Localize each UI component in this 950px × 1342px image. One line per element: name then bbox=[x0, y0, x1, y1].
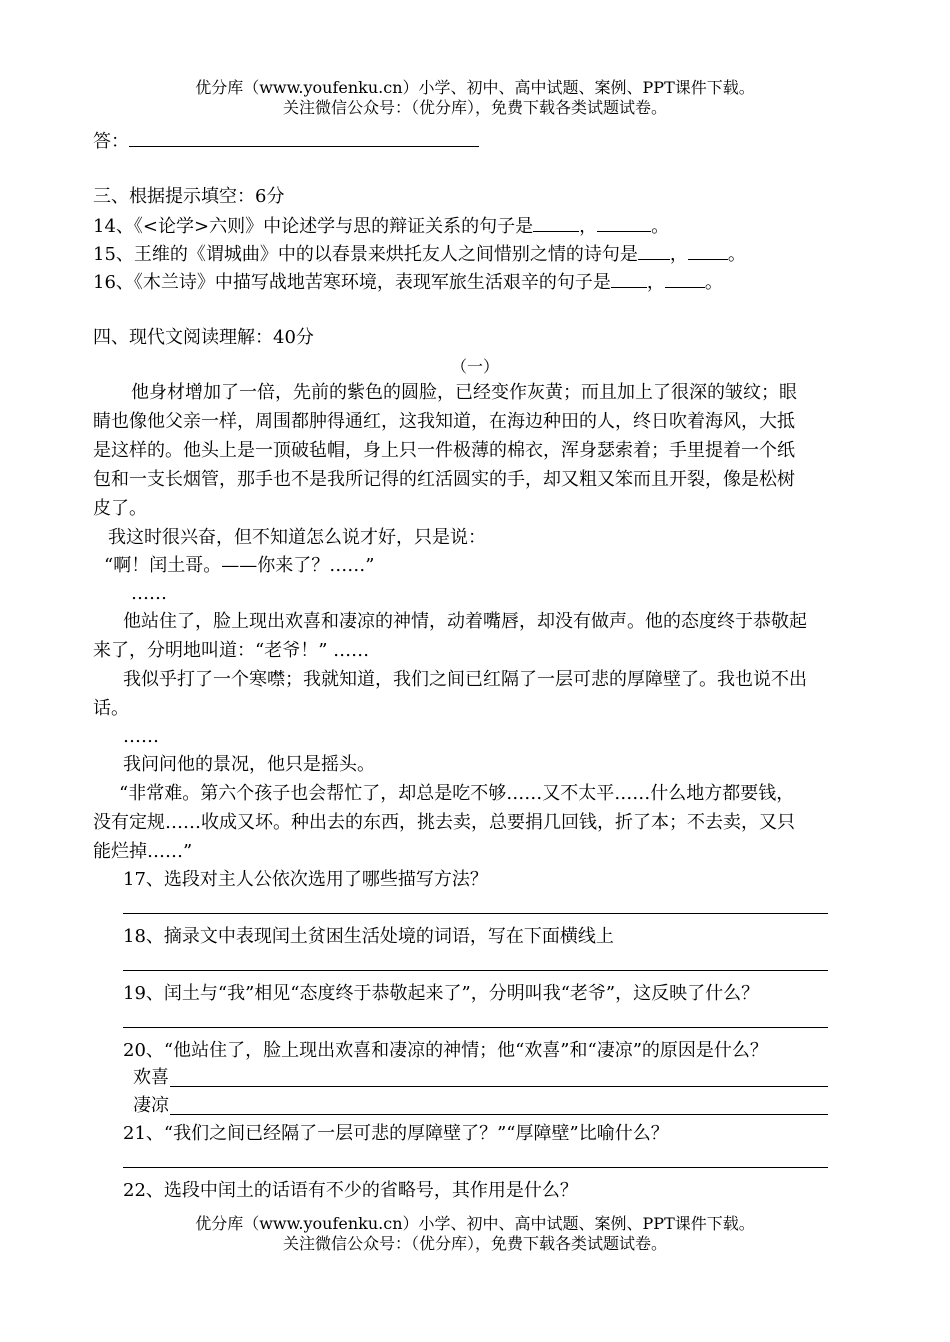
separator: ， bbox=[646, 272, 665, 293]
passage-line: 没有定规……收成又坏。种出去的东西，挑去卖，总要捐几回钱，折了本；不去卖，又只 bbox=[93, 812, 795, 833]
answer-line bbox=[170, 1114, 828, 1115]
answer-line bbox=[123, 970, 828, 971]
passage-line: 是这样的。他头上是一顶破毡帽，身上只一件极薄的棉衣，浑身瑟索着；手里提着一个纸 bbox=[93, 440, 795, 461]
passage-line: 能烂掉……” bbox=[93, 841, 193, 862]
question-15-text: 15、王维的《谓城曲》中的以春景来烘托友人之间惜别之情的诗句是 bbox=[93, 244, 638, 265]
ellipsis-line: …… bbox=[123, 726, 159, 747]
ellipsis-line: …… bbox=[131, 583, 167, 604]
q20-joy-label: 欢喜 bbox=[133, 1067, 169, 1088]
header-line-2: 关注微信公众号：（优分库），免费下载各类试题试卷。 bbox=[282, 98, 667, 117]
answer-line bbox=[123, 1167, 828, 1168]
passage-line: 睛也像他父亲一样，周围都肿得通红，这我知道，在海边种田的人，终日吹着海风，大抵 bbox=[93, 411, 795, 432]
question-18: 18、摘录文中表现闰土贫困生活处境的词语，写在下面横线上 bbox=[123, 926, 614, 947]
question-14 bbox=[93, 213, 669, 239]
answer-line bbox=[123, 1027, 828, 1028]
footer-line-1: 优分库（www.youfenku.cn）小学、初中、高中试题、案例、PPT课件下载。 bbox=[195, 1214, 755, 1233]
passage-line: “非常难。第六个孩子也会帮忙了，却总是吃不够……又不太平……什么地方都要钱， bbox=[119, 783, 795, 804]
answer-row bbox=[93, 128, 479, 154]
end-mark: 。 bbox=[727, 244, 746, 265]
header-line-1: 优分库（www.youfenku.cn）小学、初中、高中试题、案例、PPT课件下载。 bbox=[195, 78, 755, 97]
blank bbox=[611, 269, 647, 288]
separator: ， bbox=[669, 244, 688, 265]
blank bbox=[533, 213, 579, 232]
question-16 bbox=[93, 269, 723, 295]
blank bbox=[597, 213, 651, 232]
footer-line-2: 关注微信公众号：（优分库），免费下载各类试题试卷。 bbox=[282, 1234, 667, 1253]
blank bbox=[665, 269, 705, 288]
answer-label: 答： bbox=[93, 131, 129, 152]
question-21: 21、“我们之间已经隔了一层可悲的厚障壁了？”“厚障壁”比喻什么？ bbox=[123, 1123, 669, 1144]
separator: ， bbox=[579, 216, 598, 237]
blank bbox=[638, 241, 670, 260]
answer-line bbox=[123, 913, 828, 914]
passage-line: 他站住了，脸上现出欢喜和凄凉的神情，动着嘴唇，却没有做声。他的态度终于恭敬起 bbox=[123, 611, 807, 632]
passage-line: “啊！闰土哥。——你来了？……” bbox=[104, 555, 375, 576]
passage-line: 他身材增加了一倍，先前的紫色的圆脸，已经变作灰黄；而且加上了很深的皱纹；眼 bbox=[131, 382, 797, 403]
question-16-text: 16、《木兰诗》中描写战地苦寒环境，表现军旅生活艰辛的句子是 bbox=[93, 272, 611, 293]
passage-line: 包和一支长烟管，那手也不是我所记得的红活圆实的手，却又粗又笨而且开裂，像是松树 bbox=[93, 469, 795, 490]
question-17: 17、选段对主人公依次选用了哪些描写方法？ bbox=[123, 869, 488, 890]
passage-line: 我这时很兴奋，但不知道怎么说才好，只是说： bbox=[108, 527, 486, 548]
question-14-text: 14、《<论学>六则》中论述学与思的辩证关系的句子是 bbox=[93, 216, 534, 237]
section-3-title: 三、根据提示填空：6分 bbox=[93, 186, 285, 207]
question-15 bbox=[93, 241, 746, 267]
question-22: 22、选段中闰土的话语有不少的省略号，其作用是什么？ bbox=[123, 1180, 578, 1201]
end-mark: 。 bbox=[651, 216, 670, 237]
passage-line: 话。 bbox=[93, 698, 129, 719]
passage-number: （一） bbox=[450, 357, 499, 376]
q20-sorrow-label: 凄凉 bbox=[133, 1095, 169, 1116]
passage-line: 来了，分明地叫道：“老爷！” …… bbox=[93, 640, 370, 661]
section-4-title: 四、现代文阅读理解：40分 bbox=[93, 327, 314, 348]
answer-blank bbox=[129, 128, 479, 147]
passage-line: 我问问他的景况，他只是摇头。 bbox=[123, 754, 375, 775]
blank bbox=[688, 241, 728, 260]
passage-line: 我似乎打了一个寒噤；我就知道，我们之间已红隔了一层可悲的厚障壁了。我也说不出 bbox=[123, 669, 807, 690]
answer-line bbox=[170, 1086, 828, 1087]
passage-line: 皮了。 bbox=[93, 498, 147, 519]
question-20: 20、“他站住了，脸上现出欢喜和凄凉的神情；他“欢喜”和“凄凉”的原因是什么？ bbox=[123, 1040, 768, 1061]
question-19: 19、闰土与“我”相见“态度终于恭敬起来了”，分明叫我“老爷”，这反映了什么？ bbox=[123, 983, 760, 1004]
end-mark: 。 bbox=[704, 272, 723, 293]
